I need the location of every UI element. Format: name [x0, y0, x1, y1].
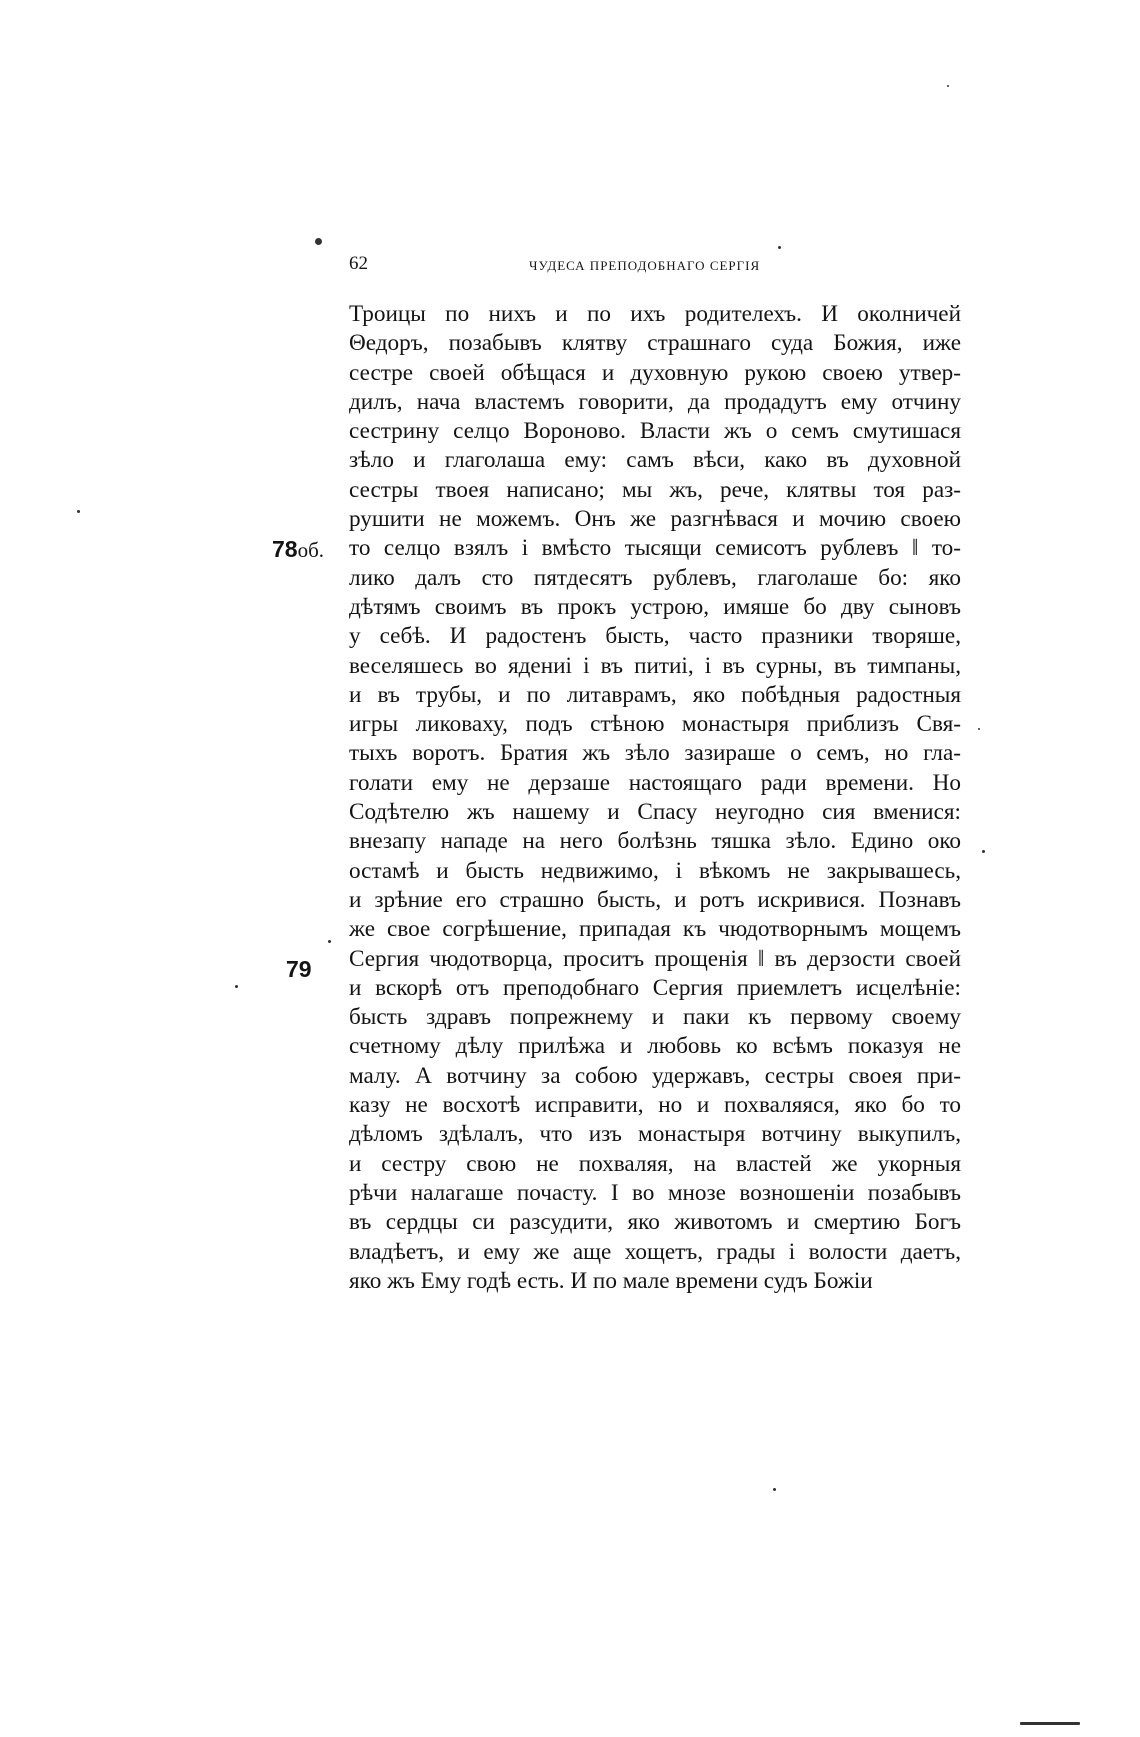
text-line: въ сердцы си разсудити, яко животомъ и смертию Богъ [349, 1209, 961, 1236]
text-line: сестре своей обѣщася и духовную рукою своею утвер- [349, 359, 961, 386]
text-line: и вскорѣ отъ преподобнаго Сергия приемлетъ исцелѣніе: [349, 974, 961, 1001]
text-line: Сергия чюдотворца, проситъ прощенія ‖ въ дерзости своей [349, 945, 961, 972]
marginal-folio-number: 79 [286, 956, 312, 982]
text-line: яко жъ Ему годѣ есть. И по мале времени судъ Божіи [349, 1267, 873, 1294]
scan-speck [1020, 1722, 1080, 1725]
marginal-folio-79 [286, 955, 312, 984]
running-title: ЧУДЕСА ПРЕПОДОБНАГО СЕРГІЯ [529, 258, 761, 273]
text-line: остамѣ и бысть недвижимо, і вѣкомъ не закрывашесь, [349, 857, 961, 884]
text-line: и зрѣние его страшно бысть, и ротъ искривися. Познавъ [349, 886, 961, 913]
body-text [349, 300, 961, 1296]
scan-speck [315, 238, 322, 245]
scan-speck [77, 510, 80, 513]
text-line: лико далъ сто пятдесятъ рублевъ, глаголаше бо: яко [349, 564, 961, 591]
page-number: 62 [349, 253, 368, 274]
text-line: дѣломъ здѣлалъ, что изъ монастыря вотчину выкупилъ, [349, 1121, 961, 1148]
text-line: то селцо взялъ і вмѣсто тысящи семисотъ рублевъ ‖ то- [349, 535, 961, 562]
text-line: сестры твоея написано; мы жъ, рече, клятвы тоя раз- [349, 476, 961, 503]
scan-speck [982, 850, 985, 853]
text-line: голати ему не дерзаше настоящаго ради времени. Но [349, 769, 961, 796]
text-line: Θедоръ, позабывъ клятву страшнаго суда Божия, иже [349, 330, 961, 357]
scan-speck [947, 85, 949, 87]
text-line: и въ трубы, и по литаврамъ, яко побѣдныя радостныя [349, 681, 961, 708]
text-line: внезапу нападе на него болѣзнь тяшка зѣло. Едино око [349, 828, 961, 855]
text-line: рѣчи налагаше почасту. І во мнозе возношеніи позабывъ [349, 1179, 961, 1206]
text-line: дилъ, нача властемъ говорити, да продадутъ ему отчину [349, 388, 961, 415]
text-line: дѣтямъ своимъ въ прокъ устрою, имяше бо дву сыновъ [349, 593, 961, 620]
marginal-folio-suffix: об. [297, 538, 325, 562]
scan-speck [773, 1488, 776, 1491]
text-line: счетному дѣлу прилѣжа и любовь ко всѣмъ показуя не [349, 1033, 961, 1060]
text-line: владѣетъ, и ему же аще хощетъ, грады і волости даетъ, [349, 1238, 961, 1265]
text-line: у себѣ. И радостенъ бысть, часто празники творяше, [349, 623, 961, 650]
text-line: казу не восхотѣ исправити, но и похваляяся, яко бо то [349, 1092, 961, 1119]
text-line: рушити не можемъ. Онъ же разгнѣвася и мочию своею [349, 506, 961, 533]
scan-speck [328, 940, 331, 943]
text-line: Содѣтелю жъ нашему и Спасу неугодно сия вменися: [349, 799, 961, 826]
marginal-folio-78 [272, 535, 324, 565]
text-line: сестрину селцо Вороново. Власти жъ о семъ смутишася [349, 418, 961, 445]
text-line: и сестру свою не похваляя, на властей же укорныя [349, 1150, 961, 1177]
text-line: зѣло и глаголаша ему: самъ вѣси, како въ духовной [349, 447, 961, 474]
text-line: веселяшесь во ядениі і въ питиі, і въ сурны, въ тимпаны, [349, 652, 961, 679]
marginal-folio-number: 78 [272, 536, 298, 562]
text-line: же свое согрѣшение, припадая къ чюдотворнымъ мощемъ [349, 916, 961, 943]
text-line: Троицы по нихъ и по ихъ родителехъ. И околничей [349, 301, 961, 327]
text-line: игры ликоваху, подъ стѣною монастыря приблизъ Свя- [349, 711, 961, 738]
page-header [349, 253, 969, 279]
scan-speck [778, 246, 781, 249]
text-line: малу. А вотчину за собою удержавъ, сестры своея при- [349, 1062, 961, 1089]
text-line: тыхъ воротъ. Братия жъ зѣло зазираше о семъ, но гла- [349, 740, 961, 767]
scan-speck [978, 728, 980, 730]
scan-speck [235, 985, 238, 988]
text-line: бысть здравъ попрежнему и паки къ первому своему [349, 1004, 961, 1031]
